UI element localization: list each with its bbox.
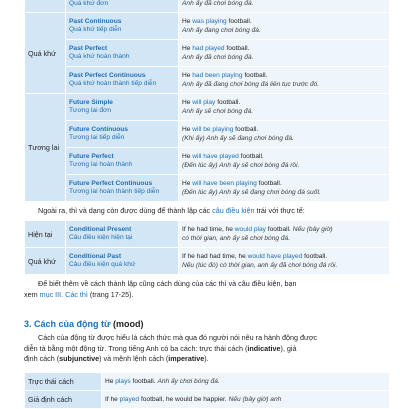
- tense-name: Future Continuous: [69, 126, 128, 133]
- cond-name: Conditional Past: [69, 253, 122, 260]
- example-en: He had played football.: [182, 45, 250, 52]
- mood-label: Giả định cách: [25, 391, 102, 409]
- reference-note: Để biết thêm về cách thành lập cũng cách dùng của các thì và câu điều kiện, bạn xem mục III. Các thì (trang 17-25).: [24, 279, 297, 299]
- conditional-intro: Ngoài ra, thì và dạng còn được dùng để thành lập các câu điều kiện trái với thực tế:: [38, 206, 305, 215]
- example-en: He plays football.: [105, 378, 158, 385]
- tense-name: Future Simple: [69, 99, 113, 106]
- mood-label: Trực thái cách: [25, 373, 102, 391]
- example-viet: (Đến lúc ấy) Anh ấy sẽ chơi bóng đá rồi.: [182, 162, 300, 169]
- mood-table: [24, 372, 390, 409]
- group-label: Quá khứ: [25, 13, 66, 94]
- tense-viet: Tương lai hoàn thành: [69, 161, 133, 168]
- example-viet: Anh ấy đã đang chơi bóng đá liên tục trước đó.: [182, 81, 320, 88]
- example-viet: Anh ấy đã chơi bóng đá.: [182, 0, 254, 7]
- cond-label: Hiện tại: [25, 221, 66, 248]
- cond-label: Quá khứ: [25, 248, 66, 275]
- tense-table: [24, 0, 390, 202]
- conditional-link[interactable]: câu điều kiện: [212, 206, 255, 215]
- cond-viet: Câu điều kiện quá khứ: [69, 261, 136, 268]
- example-viet: Anh ấy chơi bóng đá.: [157, 378, 220, 385]
- example-en: He had been playing football.: [182, 72, 268, 79]
- example-en: He was playing football.: [182, 18, 252, 25]
- example-en: He will play football.: [182, 99, 241, 106]
- tense-viet: Quá khứ hoàn thành tiếp diễn: [69, 80, 157, 87]
- tense-viet: Tương lai đơn: [69, 107, 112, 114]
- example-en: He will have been playing football.: [182, 180, 282, 187]
- tense-name: Past Perfect: [69, 45, 108, 52]
- cond-viet: Câu điều kiện hiện tại: [69, 234, 133, 241]
- example-en: He will have played football.: [182, 153, 264, 160]
- conditional-table: [24, 220, 390, 275]
- example-viet: Nếu (bây giờ) anh: [228, 396, 282, 403]
- tenses-section-link[interactable]: mục III. Các thì: [39, 289, 88, 299]
- tense-viet: Quá khứ tiếp diễn: [69, 26, 122, 33]
- tense-viet: Tương lai hoàn thành tiếp diễn: [69, 188, 160, 195]
- tense-viet: Quá khứ hoàn thành: [69, 53, 130, 60]
- mood-description: Cách của động từ được hiểu là cách thức mà qua đó người nói nêu ra hành động được diễn tả bằng một động từ. Trong tiếng Anh có ba cách: trực thái cách (indicative), giả định cách (subjunctive) và mệnh lệnh cách (imperative).: [24, 333, 318, 364]
- tense-name: Future Perfect Continuous: [69, 180, 153, 187]
- tense-viet: Quá khứ đơn: [69, 0, 109, 7]
- example-viet: (Đến lúc ấy) Anh ấy sẽ đang chơi bóng đá suốt.: [182, 189, 321, 196]
- example-viet: có thời gian, anh ấy sẽ chơi bóng đá.: [182, 235, 291, 242]
- example-viet: Nếu (lúc đó) có thời gian, anh ấy đã chơi bóng đá rồi.: [182, 262, 338, 269]
- section-heading: 3. Cách của động từ (mood): [24, 319, 144, 329]
- example-en: If he had time, he would play football. Nếu (bây giờ): [182, 226, 333, 233]
- example-viet: Anh ấy sẽ chơi bóng đá.: [182, 108, 254, 115]
- example-en: He will be playing football.: [182, 126, 259, 133]
- cond-name: Conditional Present: [69, 226, 132, 233]
- example-en: If he played football, he would be happier.: [105, 396, 229, 403]
- example-viet: (Khi ấy) Anh ấy sẽ đang chơi bóng đá.: [182, 135, 294, 142]
- tense-name: Past Continuous: [69, 18, 122, 25]
- group-label: Tương lai: [25, 94, 66, 202]
- tense-name: Future Perfect: [69, 153, 114, 160]
- example-en: If he had had time, he would have played football.: [182, 253, 328, 260]
- tense-viet: Tương lai tiếp diễn: [69, 134, 125, 141]
- tense-name: Past Perfect Continuous: [69, 72, 146, 79]
- example-viet: Anh ấy đang chơi bóng đá.: [182, 27, 261, 34]
- example-viet: Anh ấy đã chơi bóng đá.: [182, 54, 254, 61]
